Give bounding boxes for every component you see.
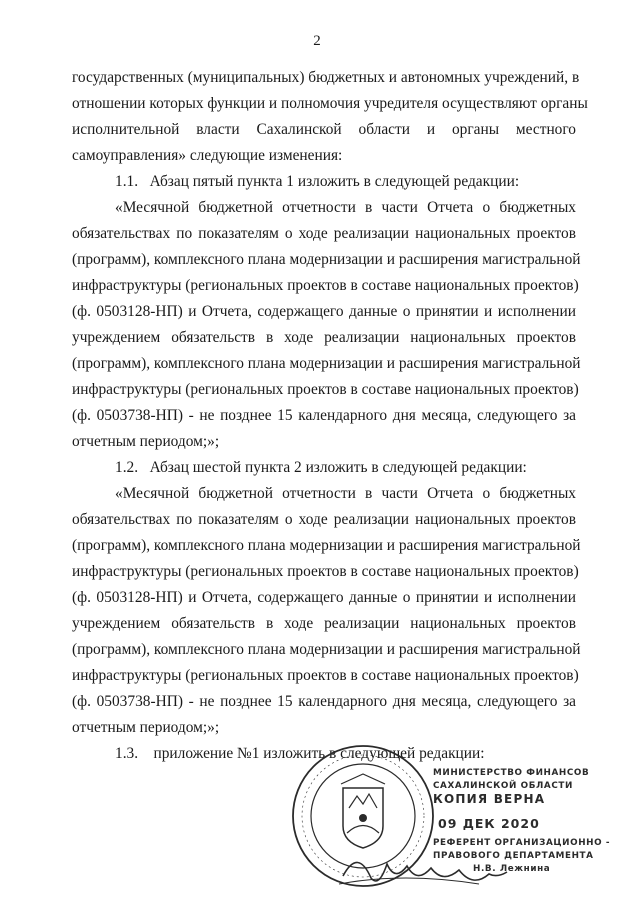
- text-line: учреждением обязательств в ходе реализации национальных проектов: [72, 329, 576, 346]
- text-line: самоуправления» следующие изменения:: [72, 147, 343, 164]
- text-line: отчетным периодом;»;: [72, 433, 220, 450]
- certification-stamp: [283, 738, 613, 898]
- text-line: (ф. 0503128-НП) и Отчета, содержащего данные о принятии и исполнении: [72, 589, 576, 606]
- text-line: (программ), комплексного плана модернизации и расширения магистральной: [72, 641, 581, 658]
- text-line: обязательствах по показателям о ходе реализации национальных проектов: [72, 225, 576, 242]
- stamp-position: РЕФЕРЕНТ ОРГАНИЗАЦИОННО -: [433, 838, 611, 848]
- text-line: 1.2. Абзац шестой пункта 2 изложить в следующей редакции:: [115, 459, 527, 476]
- text-line: 1.1. Абзац пятый пункта 1 изложить в следующей редакции:: [115, 173, 520, 190]
- stamp-department: ПРАВОВОГО ДЕПАРТАМЕНТА: [433, 851, 594, 861]
- text-line: 1.3. приложение №1 изложить в следующей редакции:: [115, 745, 485, 762]
- stamp-true-copy: КОПИЯ ВЕРНА: [433, 792, 546, 806]
- stamp-date: 09 ДЕК 2020: [438, 816, 540, 831]
- text-line: (ф. 0503738-НП) - не позднее 15 календарного дня месяца, следующего за: [72, 693, 576, 710]
- text-line: инфраструктуры (региональных проектов в составе национальных проектов): [72, 381, 579, 398]
- text-line: «Месячной бюджетной отчетности в части Отчета о бюджетных: [115, 199, 576, 216]
- text-line: (ф. 0503738-НП) - не позднее 15 календарного дня месяца, следующего за: [72, 407, 576, 424]
- text-line: инфраструктуры (региональных проектов в составе национальных проектов): [72, 667, 579, 684]
- text-line: «Месячной бюджетной отчетности в части Отчета о бюджетных: [115, 485, 576, 502]
- text-line: инфраструктуры (региональных проектов в составе национальных проектов): [72, 277, 579, 294]
- stamp-signatory: Н.В. Лежнина: [473, 864, 551, 874]
- text-line: отношении которых функции и полномочия учредителя осуществляют органы: [72, 95, 588, 112]
- text-line: исполнительной власти Сахалинской области и органы местного: [72, 121, 576, 138]
- page-number: 2: [313, 33, 321, 49]
- stamp-region: САХАЛИНСКОЙ ОБЛАСТИ: [433, 781, 573, 791]
- text-line: (ф. 0503128-НП) и Отчета, содержащего данные о принятии и исполнении: [72, 303, 576, 320]
- stamp-ministry: МИНИСТЕРСТВО ФИНАНСОВ: [433, 768, 590, 778]
- text-line: (программ), комплексного плана модернизации и расширения магистральной: [72, 537, 581, 554]
- text-line: учреждением обязательств в ходе реализации национальных проектов: [72, 615, 576, 632]
- text-line: обязательствах по показателям о ходе реализации национальных проектов: [72, 511, 576, 528]
- text-line: государственных (муниципальных) бюджетных и автономных учреждений, в: [72, 69, 580, 86]
- text-line: (программ), комплексного плана модернизации и расширения магистральной: [72, 251, 581, 268]
- text-line: инфраструктуры (региональных проектов в составе национальных проектов): [72, 563, 579, 580]
- text-line: (программ), комплексного плана модернизации и расширения магистральной: [72, 355, 581, 372]
- text-line: отчетным периодом;»;: [72, 719, 220, 736]
